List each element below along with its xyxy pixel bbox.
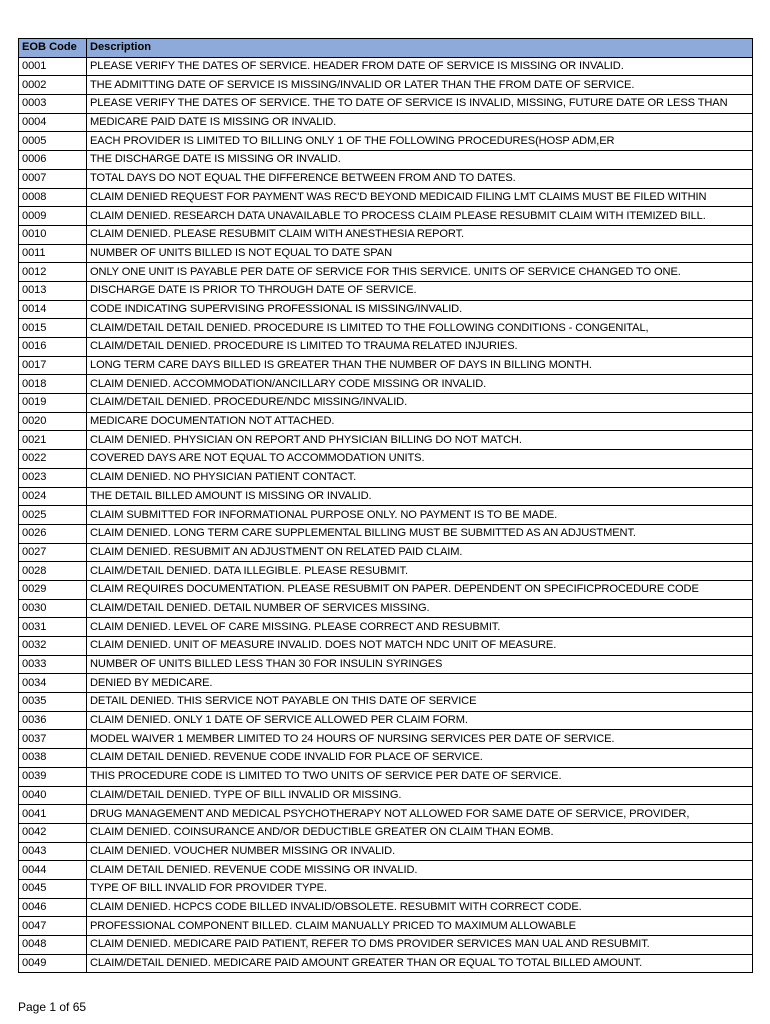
eob-code-cell: 0024 <box>19 487 87 506</box>
description-cell: CLAIM/DETAIL DENIED. PROCEDURE/NDC MISSING/INVALID. <box>87 394 753 413</box>
table-row <box>19 225 753 244</box>
eob-code-cell: 0017 <box>19 356 87 375</box>
eob-code-cell: 0016 <box>19 338 87 357</box>
eob-code-cell: 0041 <box>19 805 87 824</box>
description-cell: THE DETAIL BILLED AMOUNT IS MISSING OR INVALID. <box>87 487 753 506</box>
eob-code-cell: 0015 <box>19 319 87 338</box>
eob-code-cell: 0021 <box>19 431 87 450</box>
description-cell: CLAIM DENIED. VOUCHER NUMBER MISSING OR INVALID. <box>87 842 753 861</box>
eob-code-cell: 0003 <box>19 95 87 114</box>
eob-code-cell: 0004 <box>19 113 87 132</box>
eob-code-cell: 0005 <box>19 132 87 151</box>
table-row <box>19 412 753 431</box>
column-header-description: Description <box>87 39 753 58</box>
eob-code-sheet <box>18 38 752 973</box>
eob-code-cell: 0007 <box>19 169 87 188</box>
eob-code-cell: 0012 <box>19 263 87 282</box>
page-number: Page 1 of 65 <box>18 1000 87 1014</box>
description-cell: MEDICARE DOCUMENTATION NOT ATTACHED. <box>87 412 753 431</box>
description-cell: COVERED DAYS ARE NOT EQUAL TO ACCOMMODATION UNITS. <box>87 450 753 469</box>
description-cell: CLAIM DENIED. PLEASE RESUBMIT CLAIM WITH ANESTHESIA REPORT. <box>87 225 753 244</box>
description-cell: MEDICARE PAID DATE IS MISSING OR INVALID. <box>87 113 753 132</box>
eob-code-cell: 0022 <box>19 450 87 469</box>
description-cell: CLAIM DENIED. MEDICARE PAID PATIENT, REFER TO DMS PROVIDER SERVICES MAN UAL AND RESUBMIT. <box>87 936 753 955</box>
eob-code-cell: 0037 <box>19 730 87 749</box>
table-row <box>19 319 753 338</box>
description-cell: PLEASE VERIFY THE DATES OF SERVICE. THE TO DATE OF SERVICE IS INVALID, MISSING, FUTURE DATE OR LESS THAN <box>87 95 753 114</box>
table-row <box>19 823 753 842</box>
description-cell: CLAIM DENIED. RESUBMIT AN ADJUSTMENT ON RELATED PAID CLAIM. <box>87 543 753 562</box>
eob-code-cell: 0046 <box>19 898 87 917</box>
description-cell: LONG TERM CARE DAYS BILLED IS GREATER THAN THE NUMBER OF DAYS IN BILLING MONTH. <box>87 356 753 375</box>
table-row <box>19 618 753 637</box>
eob-code-cell: 0036 <box>19 711 87 730</box>
table-row <box>19 113 753 132</box>
table-row <box>19 450 753 469</box>
eob-code-cell: 0020 <box>19 412 87 431</box>
description-cell: THIS PROCEDURE CODE IS LIMITED TO TWO UNITS OF SERVICE PER DATE OF SERVICE. <box>87 767 753 786</box>
table-row <box>19 562 753 581</box>
description-cell: CLAIM DENIED. NO PHYSICIAN PATIENT CONTACT. <box>87 468 753 487</box>
table-row <box>19 338 753 357</box>
table-row <box>19 898 753 917</box>
table-row <box>19 375 753 394</box>
table-row <box>19 487 753 506</box>
description-cell: CODE INDICATING SUPERVISING PROFESSIONAL IS MISSING/INVALID. <box>87 300 753 319</box>
description-cell: CLAIM DETAIL DENIED. REVENUE CODE INVALID FOR PLACE OF SERVICE. <box>87 749 753 768</box>
eob-code-cell: 0019 <box>19 394 87 413</box>
description-cell: CLAIM DETAIL DENIED. REVENUE CODE MISSING OR INVALID. <box>87 861 753 880</box>
eob-code-cell: 0011 <box>19 244 87 263</box>
table-row <box>19 169 753 188</box>
table-row <box>19 151 753 170</box>
description-cell: THE ADMITTING DATE OF SERVICE IS MISSING/INVALID OR LATER THAN THE FROM DATE OF SERVICE. <box>87 76 753 95</box>
table-row <box>19 356 753 375</box>
table-row <box>19 711 753 730</box>
eob-code-cell: 0044 <box>19 861 87 880</box>
eob-code-cell: 0001 <box>19 57 87 76</box>
description-cell: PLEASE VERIFY THE DATES OF SERVICE. HEADER FROM DATE OF SERVICE IS MISSING OR INVALID. <box>87 57 753 76</box>
eob-code-cell: 0018 <box>19 375 87 394</box>
table-row <box>19 637 753 656</box>
eob-code-cell: 0047 <box>19 917 87 936</box>
table-body <box>19 57 753 973</box>
eob-code-cell: 0006 <box>19 151 87 170</box>
table-row <box>19 805 753 824</box>
eob-code-cell: 0042 <box>19 823 87 842</box>
eob-code-cell: 0045 <box>19 879 87 898</box>
description-cell: CLAIM/DETAIL DENIED. DETAIL NUMBER OF SERVICES MISSING. <box>87 599 753 618</box>
eob-code-cell: 0043 <box>19 842 87 861</box>
table-row <box>19 936 753 955</box>
description-cell: PROFESSIONAL COMPONENT BILLED. CLAIM MANUALLY PRICED TO MAXIMUM ALLOWABLE <box>87 917 753 936</box>
eob-code-cell: 0049 <box>19 954 87 973</box>
eob-code-cell: 0009 <box>19 207 87 226</box>
table-row <box>19 524 753 543</box>
description-cell: CLAIM/DETAIL DENIED. DATA ILLEGIBLE. PLEASE RESUBMIT. <box>87 562 753 581</box>
table-row <box>19 954 753 973</box>
description-cell: CLAIM DENIED. PHYSICIAN ON REPORT AND PHYSICIAN BILLING DO NOT MATCH. <box>87 431 753 450</box>
table-row <box>19 655 753 674</box>
table-row <box>19 674 753 693</box>
description-cell: THE DISCHARGE DATE IS MISSING OR INVALID. <box>87 151 753 170</box>
description-cell: CLAIM/DETAIL DENIED. PROCEDURE IS LIMITED TO TRAUMA RELATED INJURIES. <box>87 338 753 357</box>
eob-code-cell: 0035 <box>19 693 87 712</box>
table-row <box>19 580 753 599</box>
description-cell: CLAIM DENIED. RESEARCH DATA UNAVAILABLE TO PROCESS CLAIM PLEASE RESUBMIT CLAIM WITH ITEMIZED BILL. <box>87 207 753 226</box>
table-row <box>19 57 753 76</box>
eob-code-cell: 0008 <box>19 188 87 207</box>
description-cell: CLAIM/DETAIL DENIED. TYPE OF BILL INVALID OR MISSING. <box>87 786 753 805</box>
description-cell: CLAIM DENIED. HCPCS CODE BILLED INVALID/OBSOLETE. RESUBMIT WITH CORRECT CODE. <box>87 898 753 917</box>
description-cell: NUMBER OF UNITS BILLED LESS THAN 30 FOR INSULIN SYRINGES <box>87 655 753 674</box>
table-row <box>19 543 753 562</box>
table-row <box>19 132 753 151</box>
table-row <box>19 468 753 487</box>
eob-code-cell: 0031 <box>19 618 87 637</box>
description-cell: NUMBER OF UNITS BILLED IS NOT EQUAL TO DATE SPAN <box>87 244 753 263</box>
table-row <box>19 599 753 618</box>
eob-code-cell: 0026 <box>19 524 87 543</box>
eob-code-cell: 0029 <box>19 580 87 599</box>
table-row <box>19 767 753 786</box>
description-cell: CLAIM DENIED. COINSURANCE AND/OR DEDUCTIBLE GREATER ON CLAIM THAN EOMB. <box>87 823 753 842</box>
eob-code-cell: 0039 <box>19 767 87 786</box>
table-row <box>19 842 753 861</box>
description-cell: CLAIM DENIED. LONG TERM CARE SUPPLEMENTAL BILLING MUST BE SUBMITTED AS AN ADJUSTMENT. <box>87 524 753 543</box>
eob-code-cell: 0040 <box>19 786 87 805</box>
eob-code-cell: 0032 <box>19 637 87 656</box>
eob-code-cell: 0034 <box>19 674 87 693</box>
table-row <box>19 76 753 95</box>
description-cell: CLAIM DENIED. ACCOMMODATION/ANCILLARY CODE MISSING OR INVALID. <box>87 375 753 394</box>
eob-code-cell: 0014 <box>19 300 87 319</box>
eob-code-cell: 0048 <box>19 936 87 955</box>
eob-code-cell: 0013 <box>19 281 87 300</box>
table-row <box>19 730 753 749</box>
description-cell: DETAIL DENIED. THIS SERVICE NOT PAYABLE ON THIS DATE OF SERVICE <box>87 693 753 712</box>
table-row <box>19 861 753 880</box>
description-cell: CLAIM/DETAIL DETAIL DENIED. PROCEDURE IS LIMITED TO THE FOLLOWING CONDITIONS - CONGENITAL, <box>87 319 753 338</box>
table-row <box>19 300 753 319</box>
eob-code-cell: 0030 <box>19 599 87 618</box>
eob-code-cell: 0023 <box>19 468 87 487</box>
description-cell: CLAIM/DETAIL DENIED. MEDICARE PAID AMOUNT GREATER THAN OR EQUAL TO TOTAL BILLED AMOUNT. <box>87 954 753 973</box>
description-cell: CLAIM DENIED. LEVEL OF CARE MISSING. PLEASE CORRECT AND RESUBMIT. <box>87 618 753 637</box>
table-row <box>19 431 753 450</box>
description-cell: CLAIM REQUIRES DOCUMENTATION. PLEASE RESUBMIT ON PAPER. DEPENDENT ON SPECIFICPROCEDURE CODE <box>87 580 753 599</box>
description-cell: MODEL WAIVER 1 MEMBER LIMITED TO 24 HOURS OF NURSING SERVICES PER DATE OF SERVICE. <box>87 730 753 749</box>
description-cell: DRUG MANAGEMENT AND MEDICAL PSYCHOTHERAPY NOT ALLOWED FOR SAME DATE OF SERVICE, PROVIDER, <box>87 805 753 824</box>
eob-code-cell: 0027 <box>19 543 87 562</box>
eob-code-cell: 0010 <box>19 225 87 244</box>
table-row <box>19 749 753 768</box>
description-cell: CLAIM DENIED. UNIT OF MEASURE INVALID. DOES NOT MATCH NDC UNIT OF MEASURE. <box>87 637 753 656</box>
description-cell: CLAIM SUBMITTED FOR INFORMATIONAL PURPOSE ONLY. NO PAYMENT IS TO BE MADE. <box>87 506 753 525</box>
table-row <box>19 244 753 263</box>
eob-code-cell: 0002 <box>19 76 87 95</box>
description-cell: CLAIM DENIED. ONLY 1 DATE OF SERVICE ALLOWED PER CLAIM FORM. <box>87 711 753 730</box>
table-row <box>19 786 753 805</box>
table-row <box>19 95 753 114</box>
description-cell: CLAIM DENIED REQUEST FOR PAYMENT WAS REC'D BEYOND MEDICAID FILING LMT CLAIMS MUST BE FILED WITHIN <box>87 188 753 207</box>
eob-code-cell: 0038 <box>19 749 87 768</box>
table-row <box>19 394 753 413</box>
table-row <box>19 263 753 282</box>
eob-code-table <box>18 38 753 973</box>
eob-code-cell: 0028 <box>19 562 87 581</box>
table-row <box>19 281 753 300</box>
description-cell: TOTAL DAYS DO NOT EQUAL THE DIFFERENCE BETWEEN FROM AND TO DATES. <box>87 169 753 188</box>
description-cell: ONLY ONE UNIT IS PAYABLE PER DATE OF SERVICE FOR THIS SERVICE. UNITS OF SERVICE CHANGED TO ONE. <box>87 263 753 282</box>
description-cell: TYPE OF BILL INVALID FOR PROVIDER TYPE. <box>87 879 753 898</box>
table-row <box>19 207 753 226</box>
table-header-row <box>19 39 753 58</box>
table-row <box>19 693 753 712</box>
description-cell: EACH PROVIDER IS LIMITED TO BILLING ONLY 1 OF THE FOLLOWING PROCEDURES(HOSP ADM,ER <box>87 132 753 151</box>
description-cell: DISCHARGE DATE IS PRIOR TO THROUGH DATE OF SERVICE. <box>87 281 753 300</box>
eob-code-cell: 0033 <box>19 655 87 674</box>
column-header-eob-code: EOB Code <box>19 39 87 58</box>
eob-code-cell: 0025 <box>19 506 87 525</box>
table-row <box>19 879 753 898</box>
description-cell: DENIED BY MEDICARE. <box>87 674 753 693</box>
table-row <box>19 188 753 207</box>
table-row <box>19 917 753 936</box>
table-row <box>19 506 753 525</box>
